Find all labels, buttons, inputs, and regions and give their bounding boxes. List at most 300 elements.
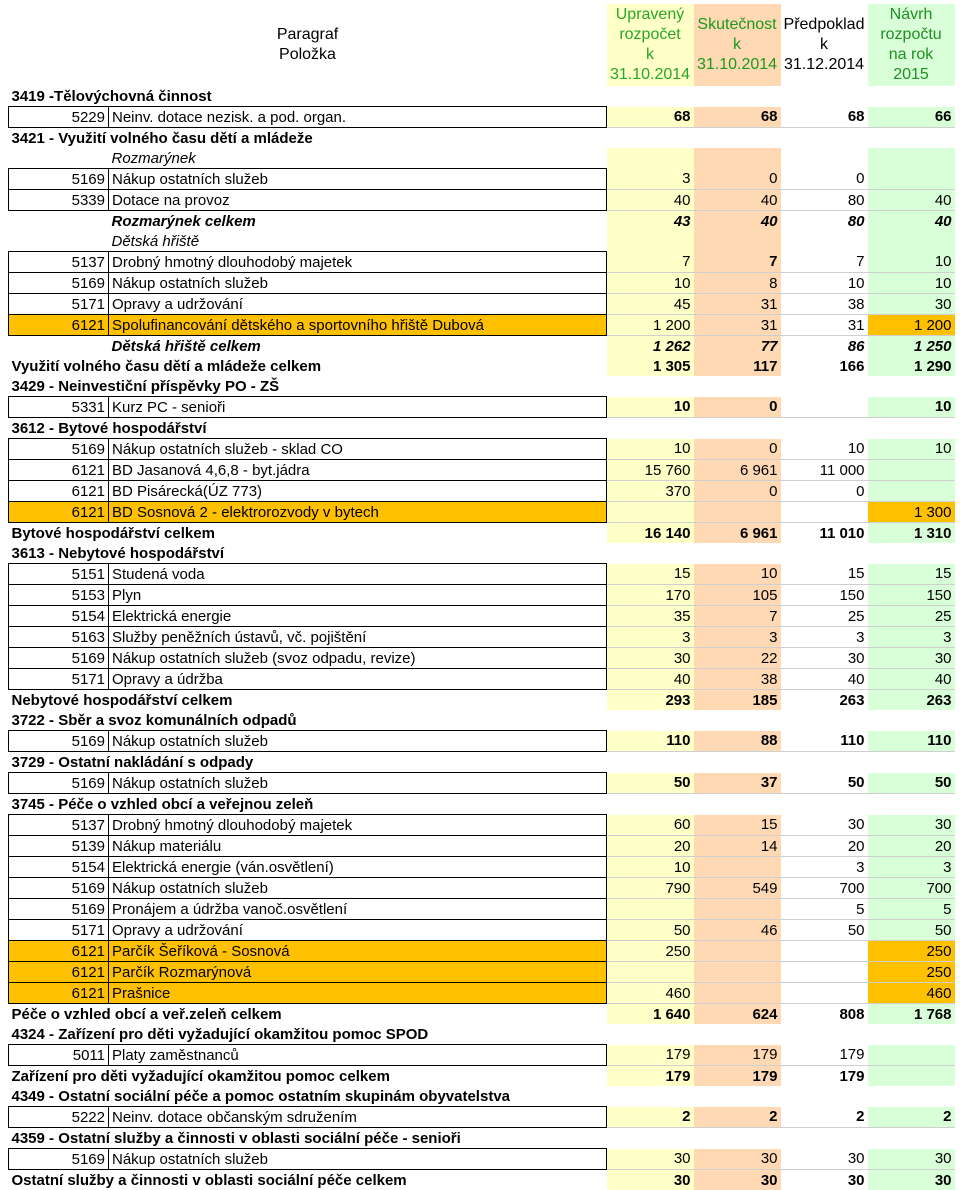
upraveny-value: 16 140 xyxy=(607,523,694,544)
navrh-value: 150 xyxy=(868,585,955,606)
header-upraveny-line3: k 31.10.2014 xyxy=(607,45,694,85)
upraveny-value: 2 xyxy=(607,1107,694,1128)
predpoklad-value: 11 010 xyxy=(781,523,868,544)
upraveny-value: 15 760 xyxy=(607,460,694,481)
skutecnost-value: 15 xyxy=(694,815,781,836)
total-title: Ostatní služby a činnosti v oblasti sociální péče celkem xyxy=(9,1170,607,1190)
predpoklad-value: 3 xyxy=(781,627,868,648)
item-name: Opravy a údržba xyxy=(109,669,607,690)
navrh-value: 5 xyxy=(868,899,955,920)
predpoklad-value xyxy=(781,148,868,169)
item-code: 5137 xyxy=(9,815,109,836)
navrh-value: 10 xyxy=(868,439,955,460)
skutecnost-value: 2 xyxy=(694,1107,781,1128)
section-title: 3729 - Ostatní nakládání s odpady xyxy=(9,752,955,773)
table-row xyxy=(9,252,955,273)
header-skutecnost xyxy=(694,4,781,86)
section-row xyxy=(9,1128,955,1149)
predpoklad-value: 3 xyxy=(781,857,868,878)
table-row xyxy=(9,502,955,523)
header-paragraf: Paragraf xyxy=(9,25,607,45)
section-title: 3722 - Sběr a svoz komunálních odpadů xyxy=(9,710,955,731)
item-code: 6121 xyxy=(9,502,109,523)
skutecnost-value: 0 xyxy=(694,481,781,502)
section-row xyxy=(9,752,955,773)
navrh-value xyxy=(868,169,955,190)
navrh-value: 3 xyxy=(868,857,955,878)
item-code: 5153 xyxy=(9,585,109,606)
item-code: 5137 xyxy=(9,252,109,273)
skutecnost-value: 0 xyxy=(694,397,781,418)
total-row xyxy=(9,1004,955,1025)
skutecnost-value: 624 xyxy=(694,1004,781,1025)
upraveny-value: 1 262 xyxy=(607,336,694,357)
item-name: Nákup ostatních služeb (svoz odpadu, revize) xyxy=(109,648,607,669)
skutecnost-value: 7 xyxy=(694,606,781,627)
upraveny-value: 1 640 xyxy=(607,1004,694,1025)
navrh-value: 1 290 xyxy=(868,356,955,376)
table-row xyxy=(9,731,955,752)
item-code: 5154 xyxy=(9,606,109,627)
item-code: 5169 xyxy=(9,648,109,669)
navrh-value xyxy=(868,231,955,252)
section-title: 3612 - Bytové hospodářství xyxy=(9,418,955,439)
skutecnost-value xyxy=(694,502,781,523)
item-name: Drobný hmotný dlouhodobý majetek xyxy=(109,815,607,836)
predpoklad-value: 25 xyxy=(781,606,868,627)
section-title: 4349 - Ostatní sociální péče a pomoc ostatním skupinám obyvatelstva xyxy=(9,1086,955,1107)
upraveny-value: 7 xyxy=(607,252,694,273)
skutecnost-value: 549 xyxy=(694,878,781,899)
header-navrh-rozpoctu xyxy=(868,4,955,86)
upraveny-value: 110 xyxy=(607,731,694,752)
item-code: 5331 xyxy=(9,397,109,418)
predpoklad-value: 2 xyxy=(781,1107,868,1128)
header-navrh-line2: rozpočtu xyxy=(868,25,955,45)
table-row xyxy=(9,941,955,962)
item-code: 6121 xyxy=(9,481,109,502)
predpoklad-value: 7 xyxy=(781,252,868,273)
skutecnost-value: 31 xyxy=(694,294,781,315)
section-title: 4359 - Ostatní služby a činnosti v oblasti sociální péče - senioři xyxy=(9,1128,955,1149)
upraveny-value: 370 xyxy=(607,481,694,502)
item-name: Drobný hmotný dlouhodobý majetek xyxy=(109,252,607,273)
item-name: Studená voda xyxy=(109,564,607,585)
item-code: 5139 xyxy=(9,836,109,857)
item-name: Parčík Šeříková - Sosnová xyxy=(109,941,607,962)
item-name: Platy zaměstnanců xyxy=(109,1045,607,1066)
skutecnost-value: 8 xyxy=(694,273,781,294)
skutecnost-value: 7 xyxy=(694,252,781,273)
skutecnost-value: 3 xyxy=(694,627,781,648)
navrh-value: 460 xyxy=(868,983,955,1004)
item-code: 5339 xyxy=(9,190,109,211)
item-name: Elektrická energie (ván.osvětlení) xyxy=(109,857,607,878)
skutecnost-value: 10 xyxy=(694,564,781,585)
header-skutecnost-line2: 31.10.2014 xyxy=(694,55,781,75)
upraveny-value: 50 xyxy=(607,773,694,794)
predpoklad-value: 150 xyxy=(781,585,868,606)
predpoklad-value: 20 xyxy=(781,836,868,857)
skutecnost-value: 14 xyxy=(694,836,781,857)
item-code: 6121 xyxy=(9,962,109,983)
upraveny-value: 35 xyxy=(607,606,694,627)
table-row xyxy=(9,920,955,941)
predpoklad-value: 80 xyxy=(781,190,868,211)
predpoklad-value: 38 xyxy=(781,294,868,315)
predpoklad-value: 68 xyxy=(781,107,868,128)
upraveny-value: 60 xyxy=(607,815,694,836)
item-name: Nákup ostatních služeb xyxy=(109,878,607,899)
predpoklad-value: 10 xyxy=(781,439,868,460)
item-name: Kurz PC - senioři xyxy=(109,397,607,418)
item-code: 5011 xyxy=(9,1045,109,1066)
header-upraveny-rozpocet xyxy=(607,4,694,86)
table-row xyxy=(9,315,955,336)
total-row xyxy=(9,690,955,711)
table-row xyxy=(9,294,955,315)
upraveny-value: 43 xyxy=(607,211,694,232)
navrh-value: 250 xyxy=(868,962,955,983)
navrh-value: 263 xyxy=(868,690,955,711)
skutecnost-value: 40 xyxy=(694,211,781,232)
header-predpoklad-line1: Předpoklad k xyxy=(781,15,868,55)
section-row xyxy=(9,1024,955,1045)
predpoklad-value: 30 xyxy=(781,648,868,669)
section-row xyxy=(9,710,955,731)
item-name: Nákup ostatních služeb - sklad CO xyxy=(109,439,607,460)
section-row xyxy=(9,794,955,815)
budget-rows xyxy=(9,86,955,1190)
total-row xyxy=(9,523,955,544)
subgroup-name: Dětská hřiště xyxy=(109,231,607,252)
skutecnost-value: 179 xyxy=(694,1045,781,1066)
upraveny-value: 1 200 xyxy=(607,315,694,336)
predpoklad-value: 5 xyxy=(781,899,868,920)
item-code: 5222 xyxy=(9,1107,109,1128)
total-row xyxy=(9,1170,955,1190)
table-row xyxy=(9,564,955,585)
table-row xyxy=(9,606,955,627)
subtotal-name: Dětská hřiště celkem xyxy=(109,336,607,357)
predpoklad-value xyxy=(781,231,868,252)
skutecnost-value: 0 xyxy=(694,169,781,190)
predpoklad-value: 808 xyxy=(781,1004,868,1025)
table-row xyxy=(9,107,955,128)
section-title: 3429 - Neinvestiční příspěvky PO - ZŠ xyxy=(9,376,955,397)
section-row xyxy=(9,1086,955,1107)
table-row xyxy=(9,190,955,211)
predpoklad-value: 15 xyxy=(781,564,868,585)
item-code-empty xyxy=(9,148,109,169)
header-upraveny-line1: Upravený xyxy=(607,5,694,25)
section-row xyxy=(9,418,955,439)
section-title: 3419 -Tělovýchovná činnost xyxy=(9,86,955,107)
upraveny-value xyxy=(607,899,694,920)
item-code: 5169 xyxy=(9,899,109,920)
table-row xyxy=(9,899,955,920)
table-row xyxy=(9,857,955,878)
predpoklad-value: 50 xyxy=(781,920,868,941)
item-code-empty xyxy=(9,231,109,252)
upraveny-value: 790 xyxy=(607,878,694,899)
upraveny-value: 3 xyxy=(607,627,694,648)
item-code: 5171 xyxy=(9,294,109,315)
item-name: Elektrická energie xyxy=(109,606,607,627)
subtotal-row xyxy=(9,211,955,232)
skutecnost-value xyxy=(694,899,781,920)
header-upraveny-line2: rozpočet xyxy=(607,25,694,45)
subtotal-name: Rozmarýnek celkem xyxy=(109,211,607,232)
item-name: Parčík Rozmarýnová xyxy=(109,962,607,983)
item-code: 5169 xyxy=(9,273,109,294)
skutecnost-value: 6 961 xyxy=(694,460,781,481)
table-row xyxy=(9,983,955,1004)
total-title: Využití volného času dětí a mládeže celkem xyxy=(9,356,607,376)
skutecnost-value: 185 xyxy=(694,690,781,711)
item-name: Prašnice xyxy=(109,983,607,1004)
item-name: Nákup ostatních služeb xyxy=(109,273,607,294)
predpoklad-value: 30 xyxy=(781,815,868,836)
predpoklad-value: 179 xyxy=(781,1045,868,1066)
upraveny-value: 3 xyxy=(607,169,694,190)
header-navrh-line1: Návrh xyxy=(868,5,955,25)
section-row xyxy=(9,376,955,397)
upraveny-value: 10 xyxy=(607,273,694,294)
upraveny-value: 460 xyxy=(607,983,694,1004)
predpoklad-value: 86 xyxy=(781,336,868,357)
upraveny-value: 10 xyxy=(607,397,694,418)
section-row xyxy=(9,128,955,149)
predpoklad-value xyxy=(781,962,868,983)
item-name: Nákup ostatních služeb xyxy=(109,169,607,190)
predpoklad-value: 700 xyxy=(781,878,868,899)
item-name: Dotace na provoz xyxy=(109,190,607,211)
table-row xyxy=(9,669,955,690)
skutecnost-value: 77 xyxy=(694,336,781,357)
table-row xyxy=(9,1107,955,1128)
navrh-value: 20 xyxy=(868,836,955,857)
table-row xyxy=(9,962,955,983)
navrh-value: 250 xyxy=(868,941,955,962)
item-code: 5151 xyxy=(9,564,109,585)
table-row xyxy=(9,585,955,606)
skutecnost-value xyxy=(694,148,781,169)
upraveny-value: 40 xyxy=(607,669,694,690)
upraveny-value xyxy=(607,962,694,983)
navrh-value: 30 xyxy=(868,1170,955,1190)
navrh-value: 10 xyxy=(868,397,955,418)
total-row xyxy=(9,356,955,376)
table-row xyxy=(9,273,955,294)
skutecnost-value: 105 xyxy=(694,585,781,606)
predpoklad-value: 30 xyxy=(781,1149,868,1170)
navrh-value xyxy=(868,148,955,169)
navrh-value xyxy=(868,1066,955,1087)
upraveny-value: 30 xyxy=(607,1149,694,1170)
section-title: 3613 - Nebytové hospodářství xyxy=(9,543,955,564)
skutecnost-value: 30 xyxy=(694,1149,781,1170)
item-code: 5169 xyxy=(9,439,109,460)
predpoklad-value: 166 xyxy=(781,356,868,376)
item-code: 5154 xyxy=(9,857,109,878)
predpoklad-value: 80 xyxy=(781,211,868,232)
item-code: 5169 xyxy=(9,773,109,794)
predpoklad-value: 11 000 xyxy=(781,460,868,481)
header-paragraf-polozka xyxy=(9,4,607,86)
upraveny-value: 30 xyxy=(607,648,694,669)
navrh-value xyxy=(868,1045,955,1066)
skutecnost-value xyxy=(694,941,781,962)
section-title: 4324 - Zařízení pro děti vyžadující okamžitou pomoc SPOD xyxy=(9,1024,955,1045)
navrh-value: 30 xyxy=(868,648,955,669)
navrh-value: 30 xyxy=(868,294,955,315)
navrh-value: 700 xyxy=(868,878,955,899)
item-name: Služby peněžních ústavů, vč. pojištění xyxy=(109,627,607,648)
item-name: Nákup materiálu xyxy=(109,836,607,857)
total-title: Péče o vzhled obcí a veř.zeleň celkem xyxy=(9,1004,607,1025)
navrh-value: 1 300 xyxy=(868,502,955,523)
item-code: 5163 xyxy=(9,627,109,648)
navrh-value xyxy=(868,481,955,502)
skutecnost-value: 40 xyxy=(694,190,781,211)
item-name: Neinv. dotace nezisk. a pod. organ. xyxy=(109,107,607,128)
item-name: Spolufinancování dětského a sportovního hřiště Dubová xyxy=(109,315,607,336)
item-name: BD Pisárecká(ÚZ 773) xyxy=(109,481,607,502)
upraveny-value: 1 305 xyxy=(607,356,694,376)
navrh-value: 110 xyxy=(868,731,955,752)
header-navrh-line3: na rok xyxy=(868,45,955,65)
table-row xyxy=(9,1045,955,1066)
budget-table xyxy=(8,4,955,1190)
skutecnost-value xyxy=(694,962,781,983)
navrh-value: 1 250 xyxy=(868,336,955,357)
item-code: 6121 xyxy=(9,460,109,481)
header-navrh-line4: 2015 xyxy=(868,65,955,85)
item-name: Opravy a udržování xyxy=(109,294,607,315)
item-name: Nákup ostatních služeb xyxy=(109,773,607,794)
upraveny-value: 10 xyxy=(607,857,694,878)
predpoklad-value: 0 xyxy=(781,169,868,190)
skutecnost-value: 6 961 xyxy=(694,523,781,544)
table-row xyxy=(9,439,955,460)
skutecnost-value: 88 xyxy=(694,731,781,752)
table-row xyxy=(9,878,955,899)
item-code: 5169 xyxy=(9,878,109,899)
item-code-empty xyxy=(9,336,109,357)
predpoklad-value xyxy=(781,983,868,1004)
navrh-value: 40 xyxy=(868,190,955,211)
total-title: Nebytové hospodářství celkem xyxy=(9,690,607,711)
total-title: Bytové hospodářství celkem xyxy=(9,523,607,544)
item-code-empty xyxy=(9,211,109,232)
item-code: 5171 xyxy=(9,669,109,690)
navrh-value: 1 200 xyxy=(868,315,955,336)
upraveny-value xyxy=(607,231,694,252)
navrh-value: 10 xyxy=(868,252,955,273)
item-code: 5169 xyxy=(9,1149,109,1170)
item-code: 6121 xyxy=(9,983,109,1004)
skutecnost-value: 68 xyxy=(694,107,781,128)
skutecnost-value xyxy=(694,983,781,1004)
navrh-value: 50 xyxy=(868,920,955,941)
header-predpoklad-line2: 31.12.2014 xyxy=(781,55,868,75)
navrh-value: 66 xyxy=(868,107,955,128)
predpoklad-value: 30 xyxy=(781,1170,868,1190)
section-row xyxy=(9,543,955,564)
upraveny-value: 50 xyxy=(607,920,694,941)
predpoklad-value: 179 xyxy=(781,1066,868,1087)
skutecnost-value: 117 xyxy=(694,356,781,376)
navrh-value: 40 xyxy=(868,669,955,690)
section-row xyxy=(9,86,955,107)
upraveny-value: 179 xyxy=(607,1066,694,1087)
item-code: 5169 xyxy=(9,731,109,752)
header-skutecnost-line1: Skutečnost k xyxy=(694,15,781,55)
item-code: 5171 xyxy=(9,920,109,941)
navrh-value: 40 xyxy=(868,211,955,232)
header-row xyxy=(9,4,955,86)
navrh-value: 2 xyxy=(868,1107,955,1128)
skutecnost-value: 22 xyxy=(694,648,781,669)
upraveny-value: 20 xyxy=(607,836,694,857)
item-code: 6121 xyxy=(9,941,109,962)
total-title: Zařízení pro děti vyžadující okamžitou pomoc celkem xyxy=(9,1066,607,1087)
upraveny-value xyxy=(607,502,694,523)
predpoklad-value: 10 xyxy=(781,273,868,294)
item-code: 5169 xyxy=(9,169,109,190)
predpoklad-value xyxy=(781,397,868,418)
skutecnost-value xyxy=(694,857,781,878)
upraveny-value: 10 xyxy=(607,439,694,460)
table-row xyxy=(9,836,955,857)
navrh-value: 30 xyxy=(868,815,955,836)
skutecnost-value: 179 xyxy=(694,1066,781,1087)
skutecnost-value: 0 xyxy=(694,439,781,460)
upraveny-value xyxy=(607,148,694,169)
item-name: Nákup ostatních služeb xyxy=(109,731,607,752)
upraveny-value: 68 xyxy=(607,107,694,128)
skutecnost-value: 38 xyxy=(694,669,781,690)
predpoklad-value: 50 xyxy=(781,773,868,794)
item-name: Nákup ostatních služeb xyxy=(109,1149,607,1170)
predpoklad-value: 263 xyxy=(781,690,868,711)
table-row xyxy=(9,460,955,481)
upraveny-value: 293 xyxy=(607,690,694,711)
table-row xyxy=(9,169,955,190)
navrh-value: 25 xyxy=(868,606,955,627)
predpoklad-value xyxy=(781,941,868,962)
upraveny-value: 15 xyxy=(607,564,694,585)
header-predpoklad xyxy=(781,4,868,86)
skutecnost-value: 46 xyxy=(694,920,781,941)
navrh-value: 3 xyxy=(868,627,955,648)
upraveny-value: 179 xyxy=(607,1045,694,1066)
subtotal-row xyxy=(9,336,955,357)
table-row xyxy=(9,815,955,836)
navrh-value: 1 310 xyxy=(868,523,955,544)
table-row xyxy=(9,627,955,648)
navrh-value xyxy=(868,460,955,481)
subgroup-row xyxy=(9,231,955,252)
predpoklad-value xyxy=(781,502,868,523)
predpoklad-value: 40 xyxy=(781,669,868,690)
skutecnost-value xyxy=(694,231,781,252)
item-code: 6121 xyxy=(9,315,109,336)
section-title: 3421 - Využití volného času dětí a mládeže xyxy=(9,128,955,149)
upraveny-value: 40 xyxy=(607,190,694,211)
skutecnost-value: 37 xyxy=(694,773,781,794)
